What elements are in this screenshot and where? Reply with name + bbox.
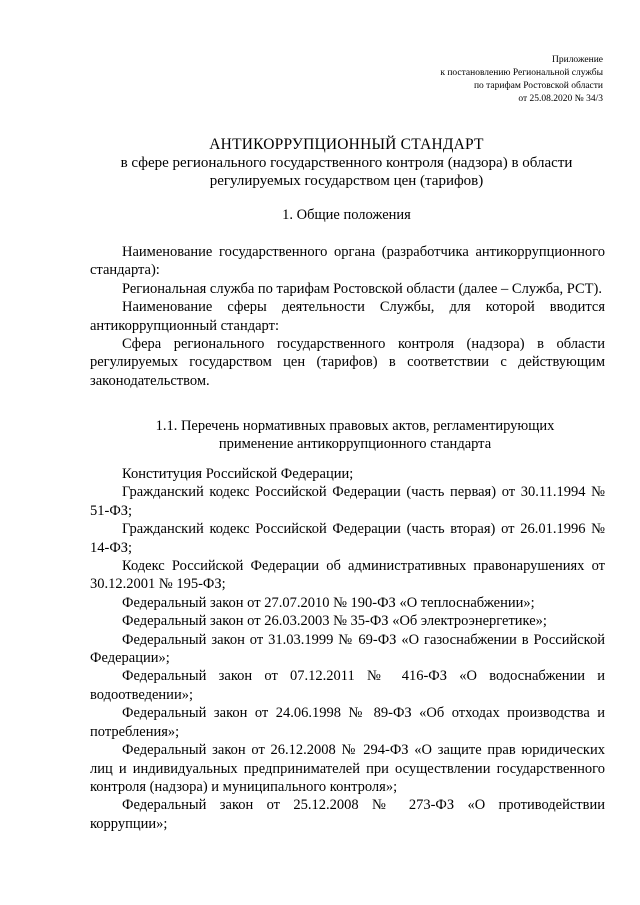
section-heading: 1. Общие положения	[282, 207, 411, 223]
title-line: регулируемых государством цен (тарифов)	[209, 173, 484, 189]
appendix-line: Приложение	[552, 55, 603, 65]
document-title	[90, 136, 603, 190]
paragraph: Наименование сферы деятельности Службы, для которой вводится антикоррупционный стандарт:	[90, 299, 605, 334]
general-provisions	[90, 243, 605, 390]
acts-list	[90, 465, 605, 833]
subsection-line: 1.1. Перечень нормативных правовых актов, регламентирующих	[155, 418, 555, 434]
subsection-line: применение антикоррупционного стандарта	[218, 436, 492, 452]
paragraph: Сфера регионального государственного контроля (надзора) в области регулируемых государством цен (тарифов) в соответствии с действующим законодательством.	[90, 336, 605, 389]
list-item: Федеральный закон от 26.03.2003 № 35-ФЗ «Об электроэнергетике»;	[122, 613, 547, 630]
list-item: Федеральный закон от 25.12.2008 № 273-ФЗ «О противодействии коррупции»;	[90, 797, 605, 832]
appendix-line: к постановлению Региональной службы	[440, 68, 603, 78]
list-item: Федеральный закон от 27.07.2010 № 190-ФЗ «О теплоснабжении»;	[122, 594, 535, 611]
list-item: Федеральный закон от 07.12.2011 № 416-ФЗ «О водоснабжении и водоотведении»;	[90, 668, 605, 703]
list-item: Федеральный закон от 24.06.1998 № 89-ФЗ «Об отходах производства и потребления»;	[90, 705, 605, 740]
list-item: Кодекс Российской Федерации об административных правонарушениях от 30.12.2001 № 195-ФЗ;	[90, 558, 605, 593]
paragraph: Наименование государственного органа (разработчика антикоррупционного стандарта):	[90, 244, 605, 279]
list-item: Федеральный закон от 26.12.2008 № 294-ФЗ «О защите прав юридических лиц и индивидуальных предпринимателей при осуществлении государственного контроля (надзора) и муниципального контроля»;	[90, 742, 605, 795]
list-item: Гражданский кодекс Российской Федерации (часть вторая) от 26.01.1996 № 14-ФЗ;	[90, 521, 605, 556]
appendix-block	[303, 54, 603, 106]
appendix-line: по тарифам Ростовской области	[473, 81, 603, 91]
title-line: в сфере регионального государственного контроля (надзора) в области	[120, 155, 573, 171]
subsection-heading	[120, 417, 590, 453]
appendix-line: от 25.08.2020 № 34/3	[518, 94, 603, 104]
list-item: Гражданский кодекс Российской Федерации (часть первая) от 30.11.1994 № 51-ФЗ;	[90, 484, 605, 519]
paragraph: Региональная служба по тарифам Ростовской области (далее – Служба, РСТ).	[122, 280, 602, 297]
list-item: Федеральный закон от 31.03.1999 № 69-ФЗ «О газоснабжении в Российской Федерации»;	[90, 631, 605, 667]
list-item: Конституция Российской Федерации;	[122, 466, 354, 482]
title-main: АНТИКОРРУПЦИОННЫЙ СТАНДАРТ	[209, 136, 484, 153]
